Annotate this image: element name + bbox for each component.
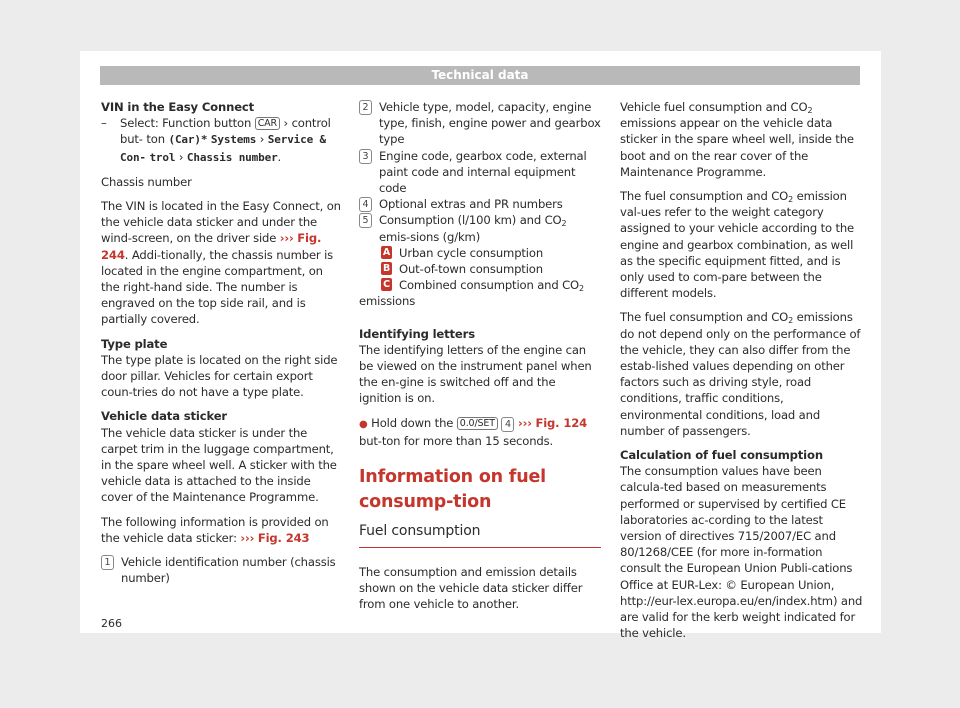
bullet-icon: ● (359, 418, 368, 430)
list-item-text: Optional extras and PR numbers (379, 197, 563, 212)
emissions-paragraph-3 (620, 309, 863, 439)
chassis-paragraph (101, 198, 344, 328)
subsection-title: Fuel consumption (359, 522, 601, 548)
column-3 (620, 99, 863, 642)
instruction-text: but-ton for more than 15 seconds. (359, 433, 554, 448)
paragraph-text: The fuel consumption and CO (620, 189, 789, 204)
subscript: 2 (561, 219, 567, 229)
number-badge: 5 (359, 213, 372, 228)
menu-trol: trol (149, 150, 176, 164)
vin-heading: VIN in the Easy Connect (101, 100, 255, 114)
type-plate-paragraph: The type plate is located on the right side door pillar. Vehicles for certain export coun-tries do not have a type plate. (101, 352, 338, 400)
page-header: Technical data (100, 66, 860, 85)
list-item-3 (359, 148, 601, 197)
paragraph-text: emissions do not depend only on the performance of the vehicle, they can also differ from the estab-lished values depending on other factors such as driving style, road conditions, traffic conditions, environmental conditions, load and number of passengers. (620, 310, 861, 438)
sub-item-c (359, 277, 601, 293)
paragraph-text: Vehicle fuel consumption and CO (620, 100, 808, 114)
sub-item-text: Out-of-town consumption (399, 262, 543, 277)
list-item-text: Engine code, gearbox code, external paint code and internal equipment code (379, 148, 587, 196)
list-item-4 (359, 196, 601, 212)
letter-badge-b: B (382, 263, 391, 275)
sub-item-text: Combined consumption and CO (399, 278, 580, 293)
paragraph-text: The following information is provided on the vehicle data sticker: (101, 514, 329, 545)
menu-service: Service & Con- (120, 133, 327, 164)
reset-button-key: 0.0/SET (457, 417, 498, 430)
ident-paragraph: The identifying letters of the engine can be viewed on the instrument panel when the en-gine is switched off and the ignition is on. (359, 342, 592, 406)
fuel-paragraph: The consumption and emission details shown on the vehicle data sticker differ from one vehicle to another. (359, 565, 583, 612)
number-badge: 4 (501, 417, 514, 432)
number-badge: 4 (359, 197, 372, 212)
emissions-paragraph-2 (620, 188, 863, 301)
info-paragraph (101, 514, 344, 546)
fig-244-link[interactable]: Fig. 244 (101, 231, 322, 262)
number-badge: 3 (359, 149, 372, 164)
subscript: 2 (807, 106, 813, 115)
menu-chassis-number: Chassis number (186, 150, 278, 164)
paragraph-text: The VIN is located in the Easy Connect, on the vehicle data sticker and under the wind-screen, on the driver side (101, 199, 341, 246)
calc-heading: Calculation of fuel consumption (620, 448, 823, 463)
subscript: 2 (788, 195, 794, 205)
paragraph-text: . Addi-tionally, the chassis number is located in the engine compartment, on the right-hand side. The number is engraved on the top side rail, and is partially covered. (101, 247, 334, 327)
instruction-text: Hold down the (371, 415, 454, 430)
sub-item-c-cont: emissions (359, 294, 416, 309)
instruction-text: Select: Function button (120, 116, 252, 131)
emissions-paragraph-1 (620, 99, 863, 180)
paragraph-text: emissions appear on the vehicle data sticker in the spare wheel well, inside the boot and on the rear cover of the Maintenance Programme. (620, 116, 854, 179)
list-item-text: Vehicle type, model, capacity, engine type, finish, engine power and gearbox type (379, 100, 601, 147)
arrow-icon: ››› (518, 415, 532, 430)
car-button-key: CAR (255, 117, 280, 130)
arrow-icon: ››› (240, 530, 255, 545)
letter-badge-a: A (382, 246, 391, 258)
number-badge: 2 (359, 100, 372, 115)
section-title: Information on fuel consump-tion (359, 467, 546, 513)
sticker-paragraph: The vehicle data sticker is under the carpet trim in the luggage compartment, in the spare wheel well. A sticker with the vehicle data is attached to the inside cover of the Maintenance Programme. (101, 425, 337, 505)
menu-separator: › (259, 132, 265, 147)
ident-heading: Identifying letters (359, 326, 475, 341)
number-badge: 1 (101, 555, 114, 570)
list-item-text: emis-sions (g/km) (379, 229, 481, 244)
instruction-text: ton (146, 132, 165, 147)
paragraph-text: emission val-ues refer to the weight category assigned to your vehicle according to the engine and gearbox combination, as well as the specific equipment fitted, and is only used to com-pare between the different models. (620, 189, 855, 301)
type-plate-heading: Type plate (101, 336, 168, 351)
list-item-text: Vehicle identification number (chassis number) (121, 555, 336, 586)
hold-instruction (359, 415, 601, 449)
column-1 (101, 99, 344, 586)
chassis-heading: Chassis number (101, 174, 192, 189)
fig-124-link[interactable]: Fig. 124 (535, 415, 588, 430)
instruction-text: › control but- (120, 116, 331, 147)
subscript: 2 (788, 316, 794, 326)
page-number: 266 (101, 617, 122, 630)
list-item-1 (101, 554, 344, 586)
vin-instruction (101, 115, 344, 166)
calc-paragraph: The consumption values have been calcula-ted based on measurements performed or supervised by certified CE laboratories ac-cording to the latest version of directives 715/2007/EC and 80/1268/CEE (for more in-formation consult the European Union Publi-cations Office at EUR-Lex: © European Union, http://eur-lex.europa.eu/en/index.htm) and are valid for the kerb weight indicated for the vehicle. (620, 464, 863, 641)
sticker-heading: Vehicle data sticker (101, 409, 227, 424)
menu-car: (Car)* (168, 133, 208, 147)
subscript: 2 (579, 284, 584, 294)
arrow-icon: ››› (279, 231, 294, 246)
dash-marker: – (101, 116, 107, 131)
sub-item-a (359, 245, 601, 261)
sub-item-text: Urban cycle consumption (399, 245, 544, 260)
letter-badge-c: C (381, 278, 392, 291)
sub-item-b (359, 261, 601, 277)
column-2 (359, 99, 601, 613)
period: . (277, 149, 282, 164)
paragraph-text: The fuel consumption and CO (620, 310, 789, 325)
menu-systems: Systems (210, 133, 257, 147)
list-item-text: Consumption (l/100 km) and CO (379, 213, 562, 228)
menu-separator: › (178, 149, 184, 164)
list-item-5 (359, 212, 601, 244)
list-item-2 (359, 99, 601, 148)
fig-243-link[interactable]: Fig. 243 (257, 530, 310, 545)
